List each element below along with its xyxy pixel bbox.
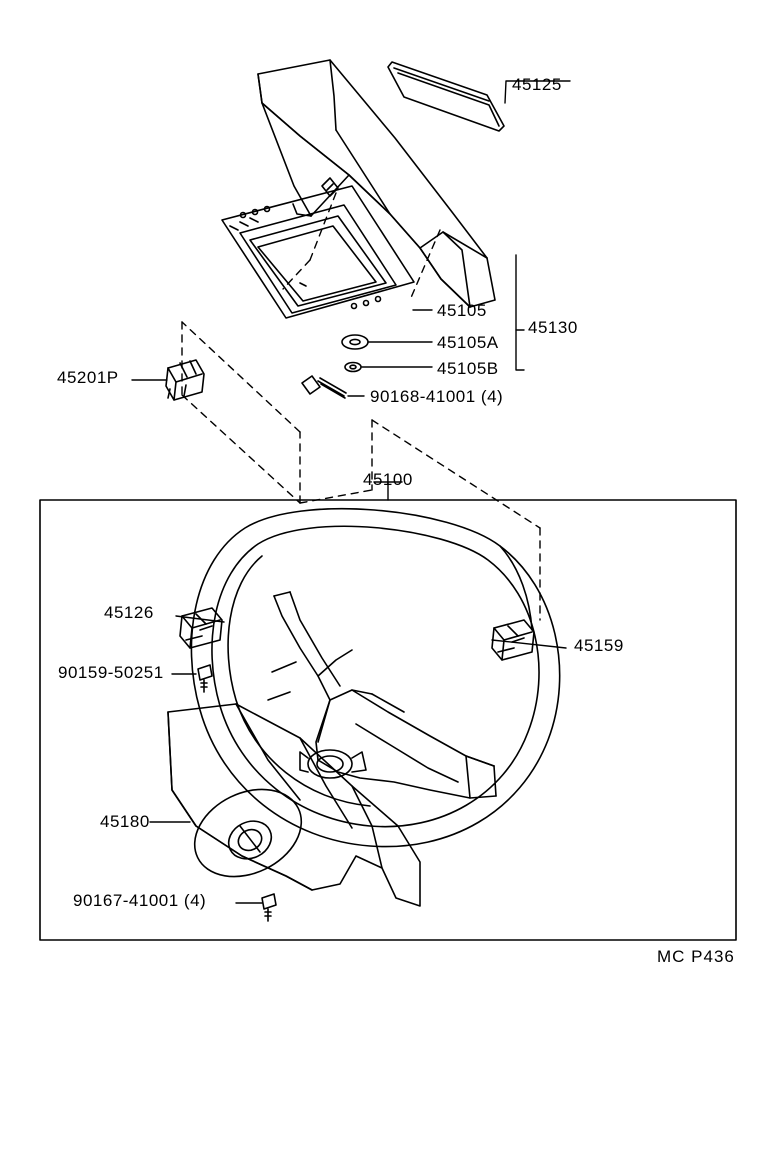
part-label-90168-41001: 90168-41001 (4) xyxy=(370,387,504,406)
part-shape-steering-wheel-rim xyxy=(191,509,559,847)
part-shape-45180-cover xyxy=(168,704,420,906)
part-label-45159: 45159 xyxy=(574,636,624,655)
part-label-45105B: 45105B xyxy=(437,359,499,378)
part-shape-90159-screw xyxy=(198,665,212,692)
part-shape-45100-box xyxy=(40,500,736,940)
part-shape-45125 xyxy=(388,62,504,131)
part-label-45125: 45125 xyxy=(512,75,562,94)
part-label-45105: 45105 xyxy=(437,301,487,320)
part-label-90167-41001: 90167-41001 (4) xyxy=(73,891,207,910)
part-shape-90168-screw xyxy=(302,376,346,398)
part-shape-45201P-switch xyxy=(166,360,204,400)
part-shape-steering-wheel-spokes xyxy=(268,592,496,798)
part-shape-45105B-nut xyxy=(345,363,361,372)
part-label-45180: 45180 xyxy=(100,812,150,831)
part-label-45105A: 45105A xyxy=(437,333,499,352)
part-label-45130: 45130 xyxy=(528,318,578,337)
part-label-45201P: 45201P xyxy=(57,368,119,387)
part-shape-90167-screw xyxy=(262,894,276,921)
part-label-90159-50251: 90159-50251 xyxy=(58,663,164,682)
leader-lines xyxy=(132,81,570,903)
part-shape-45105A-washer xyxy=(342,335,368,349)
diagram-sheet-code: MC P436 xyxy=(657,947,735,966)
part-label-45100: 45100 xyxy=(363,470,413,489)
part-label-45126: 45126 xyxy=(104,603,154,622)
